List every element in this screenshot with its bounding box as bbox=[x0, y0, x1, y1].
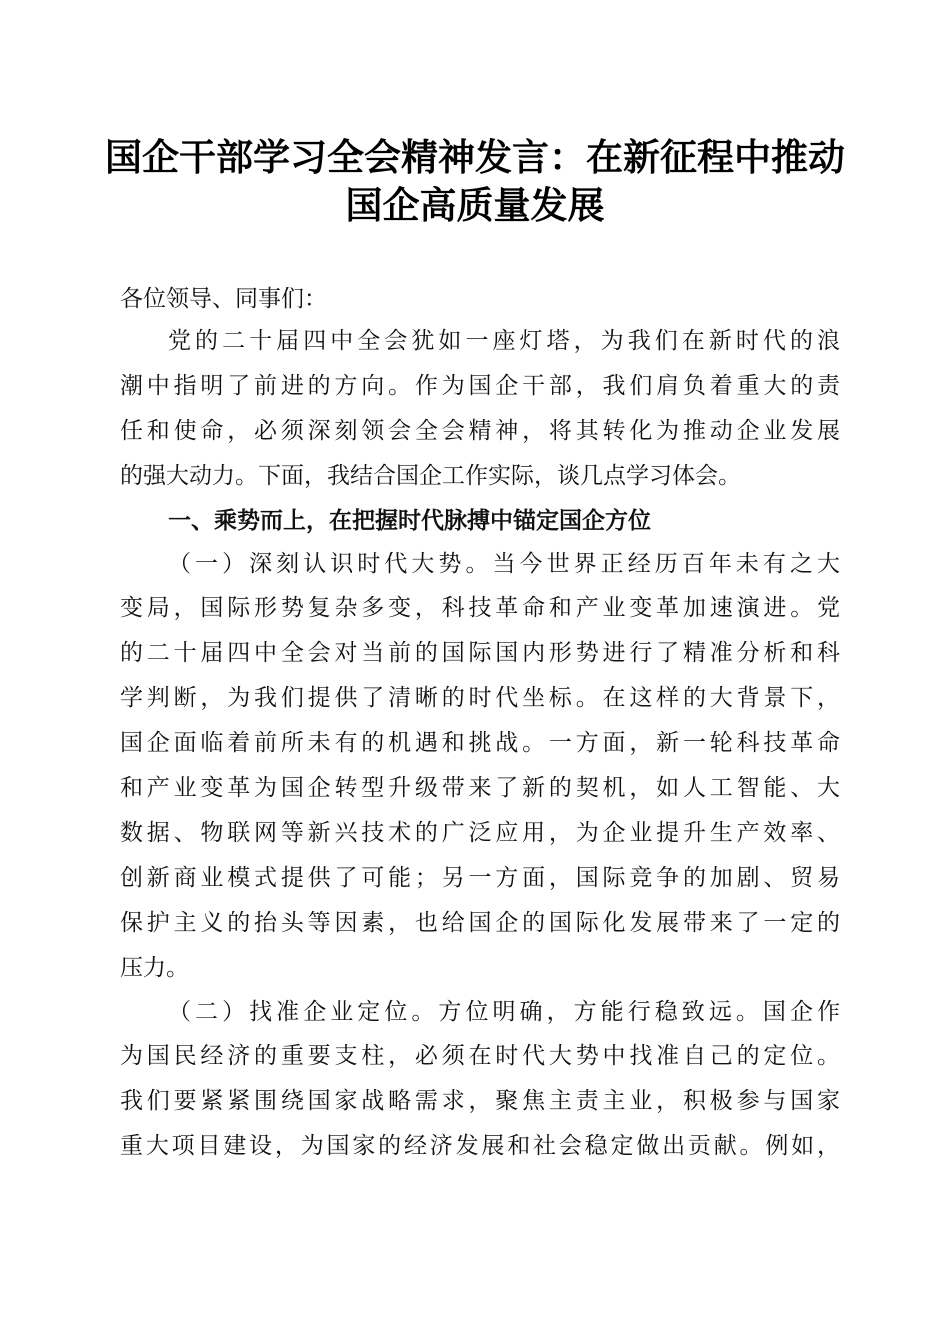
sub2-line: 为国民经济的重要支柱，必须在时代大势中找准自己的定位。 bbox=[120, 1043, 840, 1069]
sub1-first-rest: 当今世界正经历百年未有之大 bbox=[492, 551, 841, 577]
salutation: 各位领导、同事们： bbox=[120, 286, 327, 312]
intro-line: 潮中指明了前进的方向。作为国企干部，我们肩负着重大的责 bbox=[120, 373, 840, 399]
sub2-label: （二）找准企业定位。 bbox=[168, 999, 439, 1025]
sub1-line: 创新商业模式提供了可能；另一方面，国际竞争的加剧、贸易 bbox=[120, 865, 840, 891]
document-title-line-2: 国企高质量发展 bbox=[345, 184, 605, 227]
section-heading: 一、乘势而上，在把握时代脉搏中锚定国企方位 bbox=[168, 508, 651, 534]
sub1-line: 学判断，为我们提供了清晰的时代坐标。在这样的大背景下， bbox=[120, 685, 840, 711]
sub1-line: 变局，国际形势复杂多变，科技革命和产业变革加速演进。党 bbox=[120, 595, 840, 621]
sub1-line: 压力。 bbox=[120, 955, 189, 981]
sub1-line: 数据、物联网等新兴技术的广泛应用，为企业提升生产效率、 bbox=[120, 820, 840, 846]
sub2-line: 重大项目建设，为国家的经济发展和社会稳定做出贡献。例如， bbox=[120, 1133, 840, 1159]
intro-line: 的强大动力。下面，我结合国企工作实际，谈几点学习体会。 bbox=[120, 463, 741, 489]
intro-line: 任和使命，必须深刻领会全会精神，将其转化为推动企业发展 bbox=[120, 418, 840, 444]
sub1-line: 和产业变革为国企转型升级带来了新的契机，如人工智能、大 bbox=[120, 775, 840, 801]
sub2-first-rest: 方位明确，方能行稳致远。国企作 bbox=[438, 999, 841, 1025]
sub2-line: 我们要紧紧围绕国家战略需求，聚焦主责主业，积极参与国家 bbox=[120, 1088, 840, 1114]
sub1-line: 国企面临着前所未有的机遇和挑战。一方面，新一轮科技革命 bbox=[120, 730, 840, 756]
intro-line: 党的二十届四中全会犹如一座灯塔，为我们在新时代的浪 bbox=[168, 328, 840, 354]
sub1-label: （一）深刻认识时代大势。 bbox=[168, 551, 493, 577]
document-title-line-1: 国企干部学习全会精神发言：在新征程中推动 bbox=[105, 136, 845, 179]
sub1-first-line bbox=[168, 548, 840, 580]
sub1-line: 保护主义的抬头等因素，也给国企的国际化发展带来了一定的 bbox=[120, 910, 840, 936]
sub2-first-line bbox=[168, 996, 840, 1028]
sub1-line: 的二十届四中全会对当前的国际国内形势进行了精准分析和科 bbox=[120, 640, 840, 666]
